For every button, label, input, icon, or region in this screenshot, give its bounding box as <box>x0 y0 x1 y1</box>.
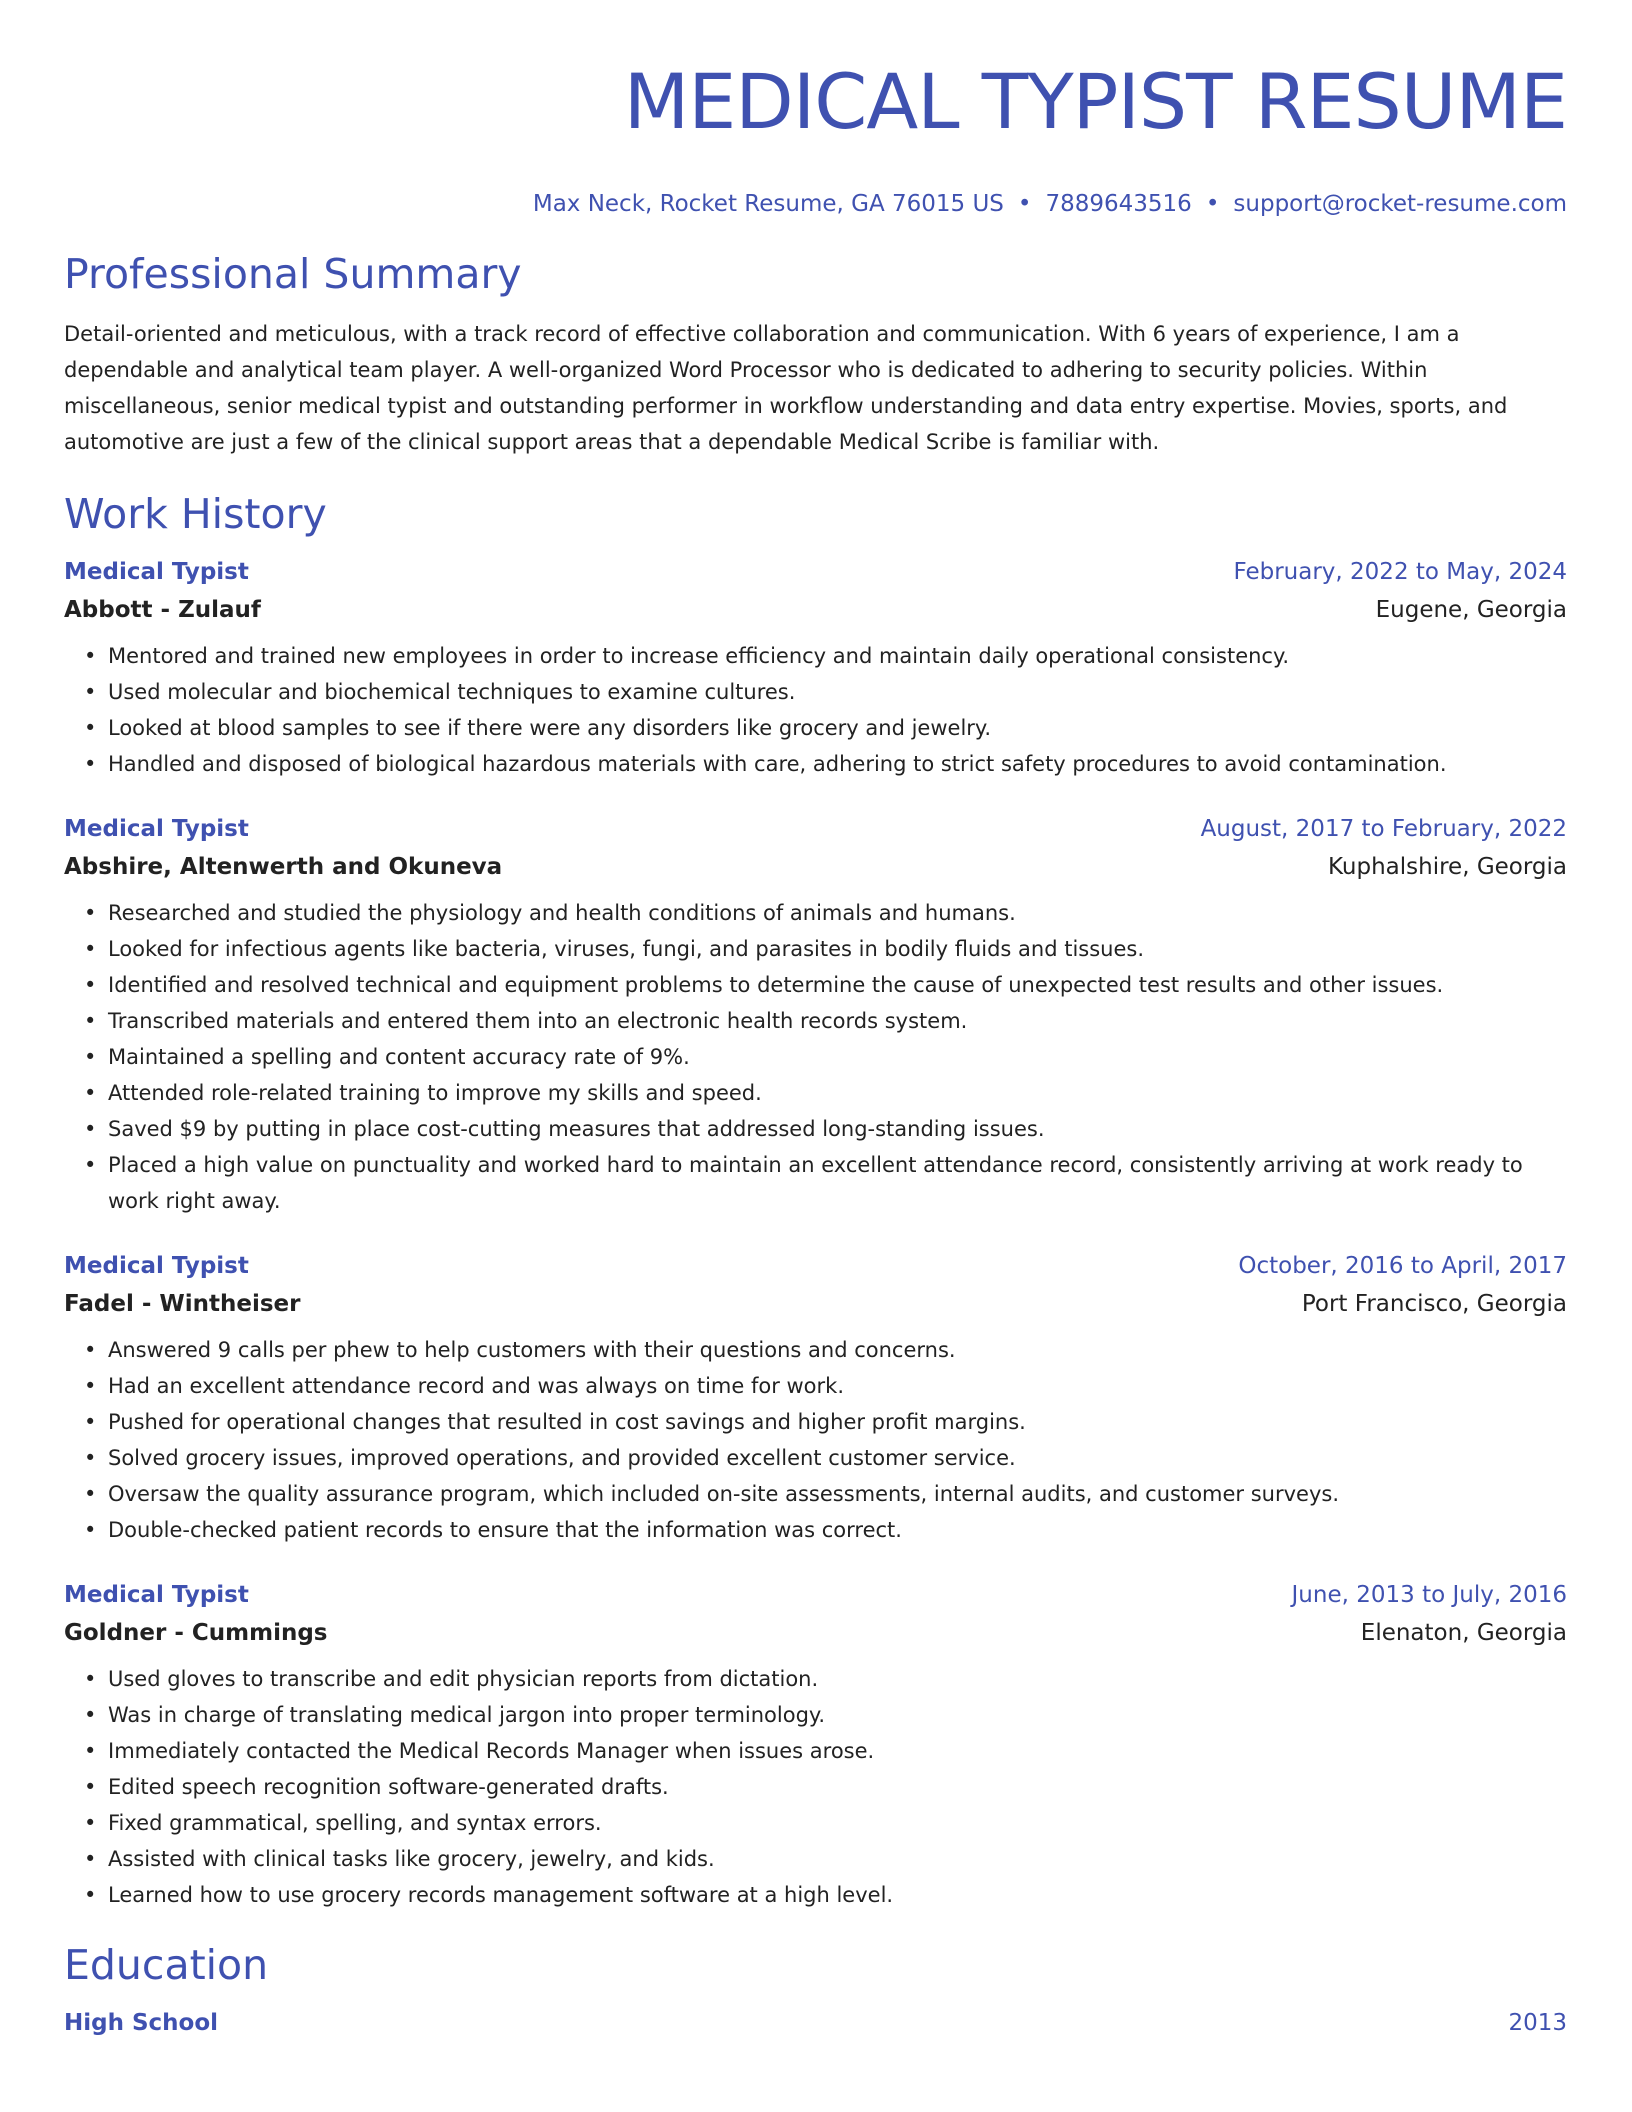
job-bullet <box>84 1440 1567 1476</box>
bullet-dot-icon: • <box>84 1518 97 1542</box>
bullet-dot-icon: • <box>84 1847 97 1871</box>
bullet-text: Looked at blood samples to see if there were any disorders like grocery and jewelry. <box>108 716 992 740</box>
bullet-dot-icon: • <box>84 1775 97 1799</box>
bullet-dot-icon: • <box>84 1667 97 1691</box>
bullet-text: Immediately contacted the Medical Records Manager when issues arose. <box>108 1739 875 1763</box>
bullet-dot-icon: • <box>84 1739 97 1763</box>
bullet-text: Identified and resolved technical and equipment problems to determine the cause of unexpected test results and other issues. <box>108 973 1444 997</box>
bullet-dot-icon: • <box>84 1009 97 1033</box>
contact-phone[interactable]: 7889643516 <box>1045 191 1192 217</box>
contact-line <box>64 189 1567 219</box>
job-bullet <box>84 1332 1567 1368</box>
bullet-text: Maintained a spelling and content accuracy rate of 9%. <box>108 1045 690 1069</box>
job-company: Goldner - Cummings <box>64 1620 328 1646</box>
bullet-text: Learned how to use grocery records management software at a high level. <box>108 1883 894 1907</box>
job-entry <box>64 556 1567 782</box>
job-entry <box>64 1579 1567 1913</box>
bullet-dot-icon: • <box>84 1153 97 1177</box>
bullet-text: Edited speech recognition software-generated drafts. <box>108 1775 669 1799</box>
bullet-text: Oversaw the quality assurance program, which included on-site assessments, internal audits, and customer surveys. <box>108 1482 1340 1506</box>
bullet-text: Placed a high value on punctuality and worked hard to maintain an excellent attendance record, consistently arriving at work ready to work right away. <box>108 1153 1523 1213</box>
job-location: Kuphalshire, Georgia <box>1327 854 1567 880</box>
bullet-text: Handled and disposed of biological hazardous materials with care, adhering to strict safety procedures to avoid contamination. <box>108 752 1447 776</box>
bullet-text: Mentored and trained new employees in order to increase efficiency and maintain daily operational consistency. <box>108 644 1290 668</box>
bullet-text: Assisted with clinical tasks like grocery, jewelry, and kids. <box>108 1847 715 1871</box>
bullet-text: Used gloves to transcribe and edit physician reports from dictation. <box>108 1667 819 1691</box>
bullet-text: Researched and studied the physiology and health conditions of animals and humans. <box>108 901 1016 925</box>
job-entry <box>64 813 1567 1219</box>
job-title: Medical Typist <box>64 559 249 585</box>
job-bullet <box>84 1661 1567 1697</box>
job-bullet <box>84 674 1567 710</box>
bullet-text: Saved $9 by putting in place cost-cutting measures that addressed long-standing issues. <box>108 1117 1045 1141</box>
bullet-text: Transcribed materials and entered them into an electronic health records system. <box>108 1009 968 1033</box>
job-bullet <box>84 1039 1567 1075</box>
bullet-dot-icon: • <box>84 937 97 961</box>
bullet-dot-icon: • <box>84 1410 97 1434</box>
job-title: Medical Typist <box>64 1582 249 1608</box>
job-bullet <box>84 1476 1567 1512</box>
bullet-dot-icon: • <box>84 1811 97 1835</box>
job-bullet <box>84 710 1567 746</box>
job-bullets <box>64 1661 1567 1913</box>
job-company: Fadel - Wintheiser <box>64 1291 301 1317</box>
job-title: Medical Typist <box>64 1253 249 1279</box>
job-dates: August, 2017 to February, 2022 <box>1200 816 1567 842</box>
bullet-text: Pushed for operational changes that resulted in cost savings and higher profit margins. <box>108 1410 1026 1434</box>
contact-separator: • <box>1017 191 1032 217</box>
job-bullets <box>64 638 1567 782</box>
education-degree: High School <box>64 2010 219 2036</box>
job-bullet <box>84 1111 1567 1147</box>
education-year: 2013 <box>1508 2010 1567 2036</box>
job-bullet <box>84 1769 1567 1805</box>
job-bullets <box>64 1332 1567 1548</box>
bullet-dot-icon: • <box>84 644 97 668</box>
bullet-dot-icon: • <box>84 1338 97 1362</box>
resume-page <box>64 0 1567 2039</box>
bullet-text: Fixed grammatical, spelling, and syntax errors. <box>108 1811 602 1835</box>
contact-address: Max Neck, Rocket Resume, GA 76015 US <box>532 191 1004 217</box>
job-bullet <box>84 1075 1567 1111</box>
bullet-dot-icon: • <box>84 752 97 776</box>
bullet-dot-icon: • <box>84 1883 97 1907</box>
summary-text: Detail-oriented and meticulous, with a track record of effective collaboration and communication. With 6 years of experience, I am a dependable and analytical team player. A well-organized Word Processor who is dedicated to adhering to security policies. Within miscellaneous, senior medical typist and outstanding performer in workflow understanding and data entry expertise. Movies, sports, and automotive are just a few of the clinical support areas that a dependable Medical Scribe is familiar with. <box>64 322 1508 454</box>
bullet-dot-icon: • <box>84 1117 97 1141</box>
summary-heading: Professional Summary <box>64 250 522 298</box>
job-bullet <box>84 1003 1567 1039</box>
job-entry <box>64 1250 1567 1548</box>
job-bullet <box>84 746 1567 782</box>
job-bullet <box>84 1147 1567 1219</box>
job-bullet <box>84 1697 1567 1733</box>
job-company: Abbott - Zulauf <box>64 597 261 623</box>
bullet-text: Used molecular and biochemical techniques to examine cultures. <box>108 680 796 704</box>
bullet-dot-icon: • <box>84 1703 97 1727</box>
bullet-dot-icon: • <box>84 680 97 704</box>
bullet-dot-icon: • <box>84 1482 97 1506</box>
education-entry <box>64 2007 1567 2039</box>
bullet-dot-icon: • <box>84 973 97 997</box>
bullet-dot-icon: • <box>84 716 97 740</box>
job-bullet <box>84 1841 1567 1877</box>
bullet-dot-icon: • <box>84 1045 97 1069</box>
bullet-dot-icon: • <box>84 1081 97 1105</box>
bullet-text: Solved grocery issues, improved operations, and provided excellent customer service. <box>108 1446 1016 1470</box>
bullet-text: Attended role-related training to improve my skills and speed. <box>108 1081 762 1105</box>
job-location: Eugene, Georgia <box>1375 597 1567 623</box>
bullet-text: Answered 9 calls per phew to help customers with their questions and concerns. <box>108 1338 956 1362</box>
job-bullet <box>84 638 1567 674</box>
bullet-text: Double-checked patient records to ensure that the information was correct. <box>108 1518 902 1542</box>
job-bullet <box>84 1877 1567 1913</box>
job-title: Medical Typist <box>64 816 249 842</box>
bullet-dot-icon: • <box>84 901 97 925</box>
education-heading: Education <box>64 1941 269 1989</box>
job-location: Elenaton, Georgia <box>1360 1620 1567 1646</box>
job-bullet <box>84 1805 1567 1841</box>
bullet-text: Was in charge of translating medical jargon into proper terminology. <box>108 1703 826 1727</box>
bullet-dot-icon: • <box>84 1446 97 1470</box>
job-bullet <box>84 1512 1567 1548</box>
job-company: Abshire, Altenwerth and Okuneva <box>64 854 503 880</box>
job-bullet <box>84 895 1567 931</box>
job-dates: June, 2013 to July, 2016 <box>1291 1582 1567 1608</box>
job-bullets <box>64 895 1567 1219</box>
job-location: Port Francisco, Georgia <box>1301 1291 1567 1317</box>
contact-separator: • <box>1205 191 1220 217</box>
bullet-text: Looked for infectious agents like bacteria, viruses, fungi, and parasites in bodily fluids and tissues. <box>108 937 1145 961</box>
work-history-heading: Work History <box>64 490 327 538</box>
job-bullet <box>84 1404 1567 1440</box>
bullet-dot-icon: • <box>84 1374 97 1398</box>
resume-title: MEDICAL TYPIST RESUME <box>623 57 1567 146</box>
bullet-text: Had an excellent attendance record and was always on time for work. <box>108 1374 845 1398</box>
job-bullet <box>84 1368 1567 1404</box>
contact-email[interactable]: support@rocket-resume.com <box>1233 191 1567 217</box>
job-bullet <box>84 967 1567 1003</box>
job-dates: February, 2022 to May, 2024 <box>1233 559 1567 585</box>
job-dates: October, 2016 to April, 2017 <box>1238 1253 1567 1279</box>
job-bullet <box>84 931 1567 967</box>
job-bullet <box>84 1733 1567 1769</box>
